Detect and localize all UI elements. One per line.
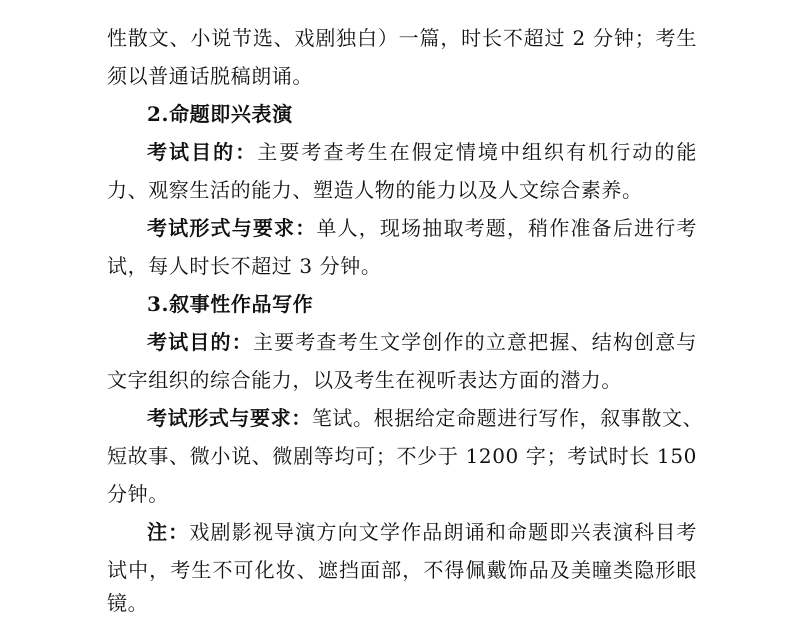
- purpose-label: 考试目的：: [147, 140, 258, 164]
- text-run: 试，每人时长不超过 3 分钟。: [107, 254, 382, 278]
- text-run: 单人，现场抽取考题，稍作准备后进行考: [316, 216, 697, 240]
- text-run: 文字组织的综合能力，以及考生在视听表达方面的潜力。: [107, 368, 622, 392]
- text-run: 主要考查考生在假定情境中组织有机行动的能: [257, 140, 698, 164]
- paragraph-line: [107, 171, 697, 209]
- paragraph-line: [107, 584, 697, 622]
- paragraph-line: [107, 57, 697, 95]
- note-label: 注：: [147, 520, 190, 544]
- text-run: 试中，考生不可化妆、遮挡面部，不得佩戴饰品及美瞳类隐形眼: [107, 558, 697, 582]
- format-label: 考试形式与要求：: [147, 216, 317, 240]
- section-2-purpose-line: [107, 133, 697, 171]
- section-heading-2: [107, 95, 697, 133]
- section-3-format-line: [107, 399, 704, 437]
- text-run: 镜。: [107, 591, 149, 615]
- text-run: 短故事、微小说、微剧等均可；不少于 1200 字；考试时长 150: [107, 444, 697, 468]
- paragraph-line: [107, 247, 697, 285]
- purpose-label: 考试目的：: [147, 330, 253, 354]
- section-3-purpose-line: [107, 323, 697, 361]
- note-line: [107, 513, 697, 551]
- text-run: 戏剧影视导演方向文学作品朗诵和命题即兴表演科目考: [189, 520, 697, 544]
- text-run: 分钟。: [107, 482, 169, 506]
- section-heading-3: [107, 285, 697, 323]
- text-run: 须以普通话脱稿朗诵。: [107, 64, 313, 88]
- paragraph-line: [107, 361, 697, 399]
- format-label: 考试形式与要求：: [147, 406, 312, 430]
- heading-text: 2.命题即兴表演: [147, 102, 293, 126]
- text-run: 笔试。根据给定命题进行写作，叙事散文、: [311, 406, 704, 430]
- heading-text: 3.叙事性作品写作: [147, 292, 314, 316]
- paragraph-line: [107, 437, 697, 475]
- text-run: 主要考查考生文学创作的立意把握、结构创意与: [252, 330, 698, 354]
- section-2-format-line: [107, 209, 697, 247]
- text-run: 力、观察生活的能力、塑造人物的能力以及人文综合素养。: [107, 178, 643, 202]
- paragraph-line: [107, 475, 697, 513]
- text-run: 性散文、小说节选、戏剧独白）一篇，时长不超过 2 分钟；考生: [107, 26, 697, 50]
- paragraph-line: [107, 19, 697, 57]
